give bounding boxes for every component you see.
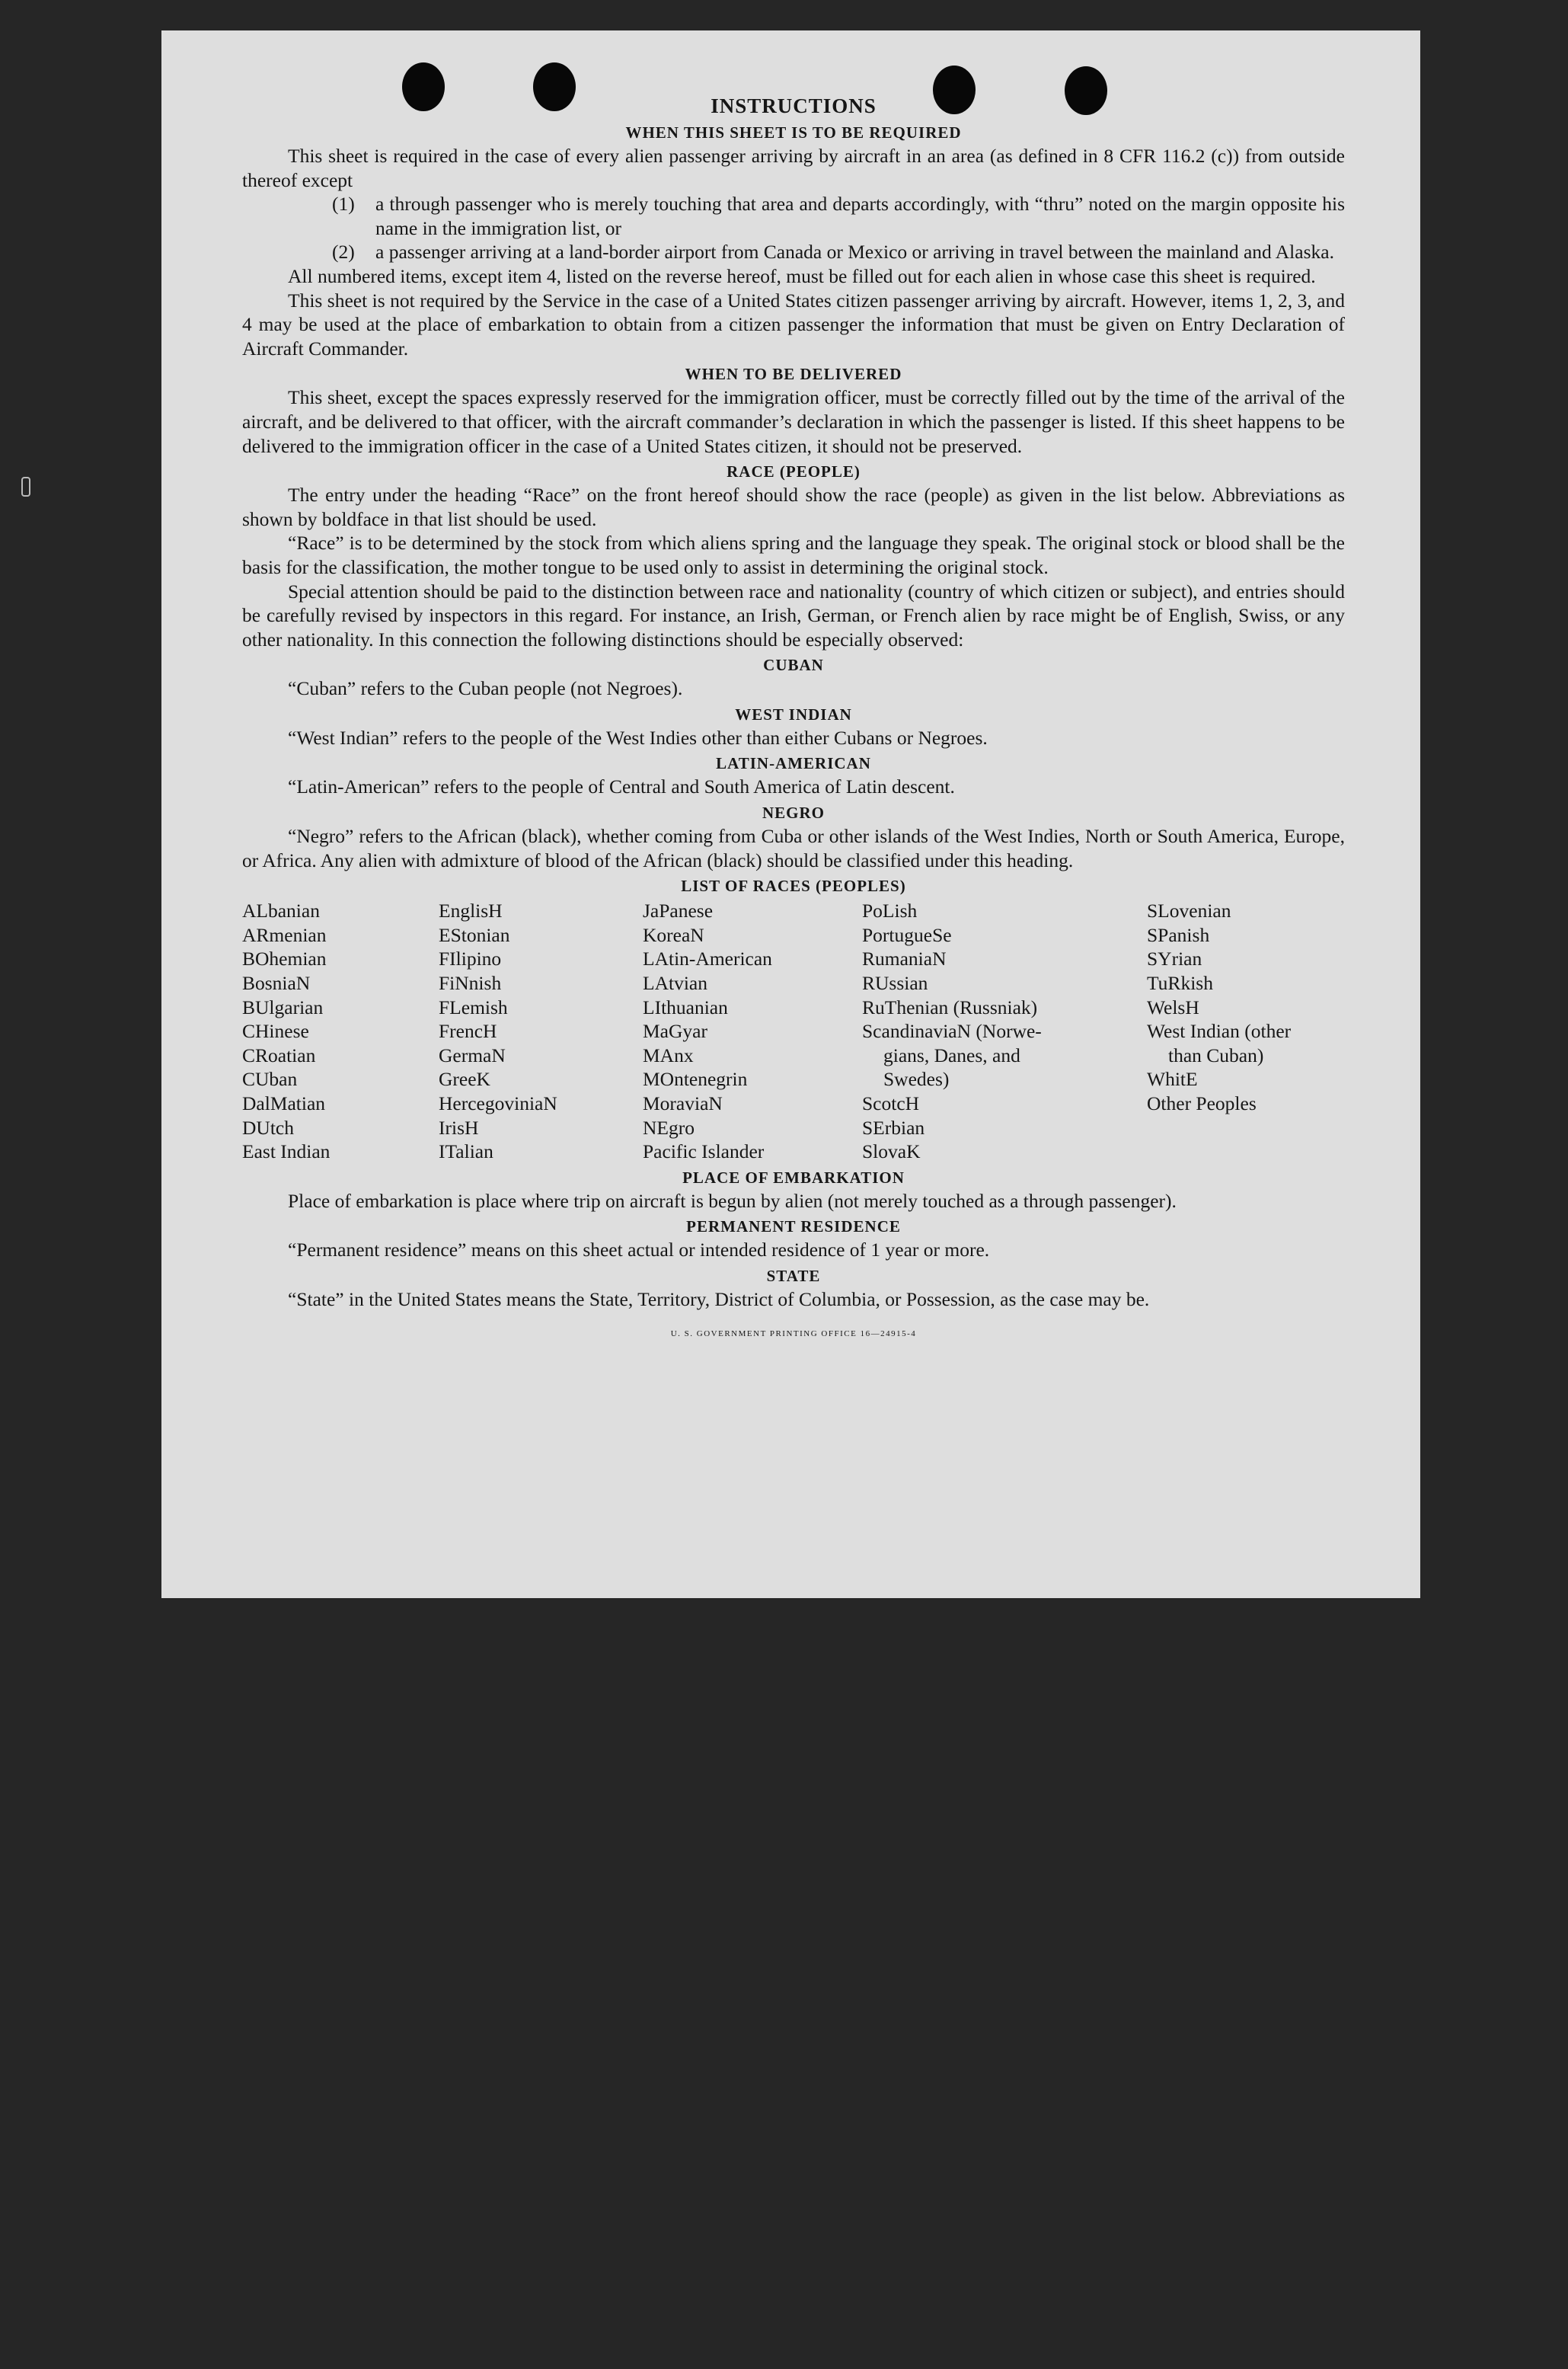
race-entry: West Indian (other: [1147, 1020, 1292, 1043]
race-entry: CUban: [242, 1068, 298, 1091]
race-entry: BUlgarian: [242, 996, 324, 1018]
race-entry: WelsH: [1147, 996, 1199, 1018]
race-entry: BosniaN: [242, 972, 311, 995]
paragraph-embarkation: Place of embarkation is place where trip on aircraft is begun by alien (not merely touched as a through passenger).: [288, 1189, 1177, 1212]
definition-text-negro: “Negro” refers to the African (black), whether coming from Cuba or other islands of the West Indies, North or South America, Europe, or Africa. Any alien with admixture of blood of the African (black) should be classified under this heading.: [242, 825, 1345, 871]
definition-title-negro: NEGRO: [762, 804, 825, 823]
race-entry: SLovenian: [1147, 900, 1231, 922]
race-entry: LAtin-American: [643, 948, 772, 970]
race-entry: ARmenian: [242, 923, 327, 946]
paragraph-intro: This sheet is required in the case of every alien passenger arriving by aircraft in an area (as defined in 8 CFR 116.2 (c)) from outside thereof except: [242, 145, 1345, 191]
race-entry: JaPanese: [643, 900, 714, 922]
race-entry: EnglisH: [439, 900, 503, 922]
section-title-when-required: WHEN THIS SHEET IS TO BE REQUIRED: [625, 123, 962, 142]
race-entry: FrencH: [439, 1020, 497, 1043]
section-title-when-delivered: WHEN TO BE DELIVERED: [685, 365, 902, 384]
definition-title-west-indian: WEST INDIAN: [735, 705, 852, 724]
race-entry: IrisH: [439, 1116, 479, 1139]
race-entry: FIlipino: [439, 948, 502, 970]
item-number: (1): [332, 193, 355, 216]
definition-title-cuban: CUBAN: [763, 656, 824, 675]
race-entry: East Indian: [242, 1140, 331, 1163]
race-entry: EStonian: [439, 923, 510, 946]
race-entry: RuThenian (Russniak): [862, 996, 1038, 1018]
section-title-state: STATE: [766, 1266, 821, 1285]
paragraph-race-stock: “Race” is to be determined by the stock from which aliens spring and the language they speak. The original stock or blood shall be the basis for the classification, the mother tongue to be used only to assist in determining the original stock.: [242, 532, 1345, 578]
paragraph-race-nationality: Special attention should be paid to the distinction between race and nationality (country of which citizen or subject), and entries should be carefully revised by inspectors in this regard. For instance, an Irish, German, or French alien by race might be of English, Swiss, or any other nationality. In this connection the following distinctions should be especially observed:: [242, 580, 1345, 651]
instructions-content: [242, 93, 1345, 1346]
race-entry: ScotcH: [862, 1092, 920, 1114]
races-column: [1147, 899, 1345, 1164]
page-title: INSTRUCTIONS: [711, 94, 877, 117]
races-column: [242, 899, 439, 1164]
race-entry: gians, Danes, and: [883, 1044, 1020, 1066]
races-column: [643, 899, 862, 1164]
race-entry: Pacific Islander: [643, 1140, 765, 1163]
race-entry: ITalian: [439, 1140, 493, 1163]
race-entry: CRoatian: [242, 1044, 316, 1066]
race-entry: LAtvian: [643, 972, 707, 995]
race-entry: RumaniaN: [862, 948, 947, 970]
race-entry: GermaN: [439, 1044, 506, 1066]
paragraph-state: “State” in the United States means the State, Territory, District of Columbia, or Possession, as the case may be.: [288, 1287, 1150, 1310]
section-title-race: RACE (PEOPLE): [727, 462, 861, 481]
races-list-title: LIST OF RACES (PEOPLES): [681, 877, 906, 896]
race-entry: ALbanian: [242, 900, 320, 922]
race-entry: WhitE: [1147, 1068, 1198, 1091]
race-entry: SPanish: [1147, 923, 1210, 946]
races-list: [242, 899, 1345, 1164]
race-entry: DalMatian: [242, 1092, 326, 1114]
race-entry: NEgro: [643, 1116, 695, 1139]
race-entry: KoreaN: [643, 923, 704, 946]
item-number: (2): [332, 241, 355, 264]
race-entry: FiNnish: [439, 972, 502, 995]
paragraph-numbered-items: All numbered items, except item 4, listed on the reverse hereof, must be filled out for each alien in whose case this sheet is required.: [288, 264, 1316, 287]
race-entry: than Cuban): [1168, 1044, 1264, 1066]
race-entry: SlovaK: [862, 1140, 921, 1163]
race-entry: HercegoviniaN: [439, 1092, 557, 1114]
section-title-embarkation: PLACE OF EMBARKATION: [682, 1168, 905, 1187]
race-entry: Other Peoples: [1147, 1092, 1257, 1114]
race-entry: CHinese: [242, 1020, 309, 1043]
race-entry: TuRkish: [1147, 972, 1213, 995]
race-entry: MoraviaN: [643, 1092, 723, 1114]
race-entry: RUssian: [862, 972, 928, 995]
definition-text-latin-american: “Latin-American” refers to the people of Central and South America of Latin descent.: [288, 775, 955, 798]
race-entry: SErbian: [862, 1116, 925, 1139]
race-entry: DUtch: [242, 1116, 294, 1139]
printing-office-footer: U. S. GOVERNMENT PRINTING OFFICE 16—24915-4: [670, 1328, 917, 1338]
race-entry: MAnx: [643, 1044, 694, 1066]
race-entry: FLemish: [439, 996, 508, 1018]
race-entry: SYrian: [1147, 948, 1202, 970]
paragraph-delivery: This sheet, except the spaces expressly reserved for the immigration officer, must be correctly filled out by the time of the arrival of the aircraft, and be delivered to that officer, with the aircraft commander’s declaration in which the passenger is listed. If this sheet happens to be delivered to the immigration officer in the case of a United States citizen, it should not be preserved.: [242, 386, 1345, 457]
race-entry: LIthuanian: [643, 996, 728, 1018]
race-entry: MaGyar: [643, 1020, 707, 1043]
race-entry: MOntenegrin: [643, 1068, 748, 1091]
list-item: [242, 240, 1345, 264]
paragraph-race-entry: The entry under the heading “Race” on the front hereof should show the race (people) as given in the list below. Abbreviations as shown by boldface in that list should be used.: [242, 484, 1345, 530]
item-text: a through passenger who is merely touching that area and departs accordingly, with “thru” noted on the margin opposite his name in the immigration list, or: [375, 193, 1345, 239]
definition-text-west-indian: “West Indian” refers to the people of the West Indies other than either Cubans or Negroes.: [288, 726, 988, 749]
film-edge-mark: [21, 477, 30, 497]
item-text: a passenger arriving at a land-border airport from Canada or Mexico or arriving in travel between the mainland and Alaska.: [375, 241, 1334, 264]
paragraph-residence: “Permanent residence” means on this sheet actual or intended residence of 1 year or more.: [288, 1239, 990, 1261]
definition-title-latin-american: LATIN-AMERICAN: [716, 754, 871, 773]
race-entry: ScandinaviaN (Norwe-: [862, 1020, 1042, 1043]
definition-text-cuban: “Cuban” refers to the Cuban people (not Negroes).: [288, 677, 683, 700]
races-column: [439, 899, 643, 1164]
race-entry: GreeK: [439, 1068, 490, 1091]
list-item: [242, 192, 1345, 240]
race-entry: PortugueSe: [862, 923, 952, 946]
section-title-residence: PERMANENT RESIDENCE: [686, 1217, 901, 1236]
races-column: [862, 899, 1147, 1164]
race-entry: BOhemian: [242, 948, 327, 970]
race-entry: PoLish: [862, 900, 918, 922]
race-entry: Swedes): [883, 1068, 950, 1091]
document-sheet: [161, 30, 1420, 1598]
paragraph-citizen: This sheet is not required by the Service in the case of a United States citizen passenger arriving by aircraft. However, items 1, 2, 3, and 4 may be used at the place of embarkation to obtain from a citizen passenger the information that must be given on Entry Declaration of Aircraft Commander.: [242, 289, 1345, 360]
